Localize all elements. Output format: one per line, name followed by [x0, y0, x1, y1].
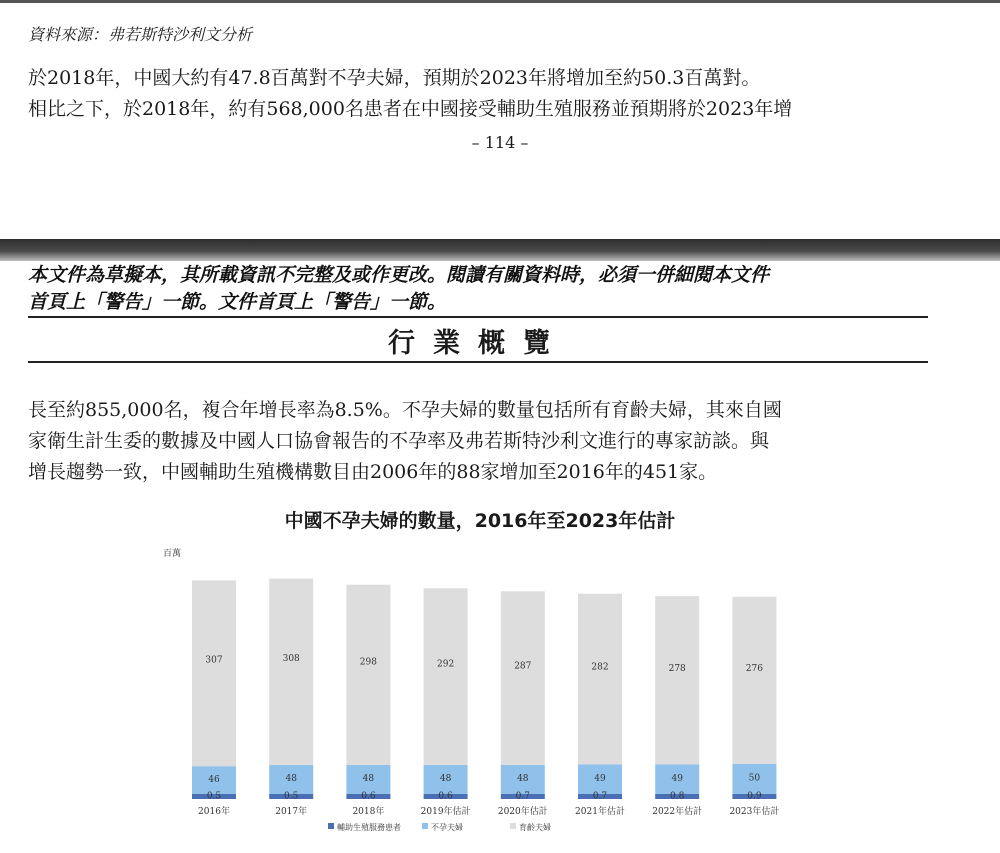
bar-segment: [655, 596, 699, 764]
draft-warning: [28, 262, 958, 316]
bar-segment: [732, 597, 776, 764]
data-label: 0.8: [670, 791, 685, 802]
paragraph-line: 長至約855,000名，複合年增長率為8.5%。不孕夫婦的數量包括所有育齡夫婦，其來自國: [28, 399, 782, 421]
source-note: 資料來源：弗若斯特沙利文分析: [28, 25, 253, 44]
data-label: 48: [439, 774, 452, 785]
x-tick-label: 2019年估計: [420, 807, 471, 817]
data-label: 0.9: [747, 791, 762, 802]
bar-segment: [424, 588, 468, 765]
data-label: 0.7: [515, 791, 530, 802]
data-label: 48: [285, 774, 297, 785]
data-label: 48: [517, 774, 529, 785]
data-label: 0.5: [284, 791, 299, 802]
bar-segment: [269, 579, 313, 765]
intro-paragraph: [28, 63, 958, 125]
title-rule-top: [28, 316, 928, 318]
paragraph-line: 家衛生計生委的數據及中國人口協會報告的不孕率及弗若斯特沙利文進行的專家訪談。與: [28, 430, 770, 452]
data-label: 276: [745, 663, 763, 674]
top-rule: [0, 0, 1000, 3]
data-label: 0.6: [438, 791, 453, 802]
warning-line: 首頁上「警告」一節。文件首頁上「警告」一節。: [28, 291, 447, 313]
chart-title: 中國不孕夫婦的數量，2016年至2023年估計: [284, 510, 676, 532]
data-label: 0.7: [592, 791, 608, 802]
paragraph-line: 增長趨勢一致，中國輔助生殖機構數目由2006年的88家增加至2016年的451家。: [28, 461, 718, 483]
data-label: 278: [668, 663, 686, 674]
data-label: 0.5: [206, 791, 222, 802]
data-label: 308: [282, 653, 300, 664]
data-label: 50: [748, 773, 761, 784]
bars-group: [192, 579, 776, 799]
legend-swatch: [422, 823, 428, 829]
legend: [328, 822, 551, 832]
x-tick-label: 2018年: [352, 807, 385, 817]
bar-segment: [346, 585, 390, 765]
x-tick-label: 2017年: [275, 807, 308, 817]
data-label: 298: [359, 657, 377, 668]
bar-segment: [578, 594, 622, 765]
x-tick-label: 2022年估計: [652, 807, 703, 817]
legend-swatch: [328, 823, 334, 829]
stacked-bar-chart: [0, 540, 1000, 840]
x-axis-labels: [198, 805, 779, 817]
warning-line: 本文件為草擬本，其所載資訊不完整及或作更改。閱讀有關資料時，必須一併細閱本文件: [28, 264, 770, 286]
data-label: 49: [671, 773, 683, 784]
bar-segment: [192, 580, 236, 766]
legend-swatch: [510, 823, 516, 829]
section-title: 行業概覽: [388, 328, 568, 359]
x-tick-label: 2016年: [198, 807, 230, 817]
data-label: 0.6: [361, 791, 376, 802]
data-label: 49: [594, 773, 606, 784]
unit-label: 百萬: [163, 549, 182, 559]
x-tick-label: 2021年估計: [575, 807, 625, 817]
title-rule-bottom: [28, 361, 928, 363]
data-label: 282: [591, 662, 609, 673]
section-paragraph: [28, 395, 958, 488]
legend-label: 育齡夫婦: [519, 823, 551, 832]
bar-segment: [501, 591, 545, 765]
paragraph-line: 相比之下，於2018年，約有568,000名患者在中國接受輔助生殖服務並預期將於2023年增: [28, 98, 793, 120]
data-label: 48: [362, 774, 375, 785]
data-label: 292: [437, 659, 455, 670]
x-tick-label: 2023年估計: [729, 807, 780, 817]
data-label: 46: [208, 774, 220, 785]
data-label: 307: [205, 655, 223, 666]
paragraph-line: 於2018年，中國大約有47.8百萬對不孕夫婦，預期於2023年將增加至約50.3百萬對。: [28, 67, 761, 89]
page-break-band: [0, 239, 1000, 261]
page-number: – 114 –: [471, 133, 529, 152]
x-tick-label: 2020年估計: [497, 807, 548, 817]
legend-label: 不孕夫婦: [431, 823, 463, 832]
legend-label: 輔助生殖服務患者: [337, 823, 401, 832]
data-label: 287: [514, 661, 532, 672]
